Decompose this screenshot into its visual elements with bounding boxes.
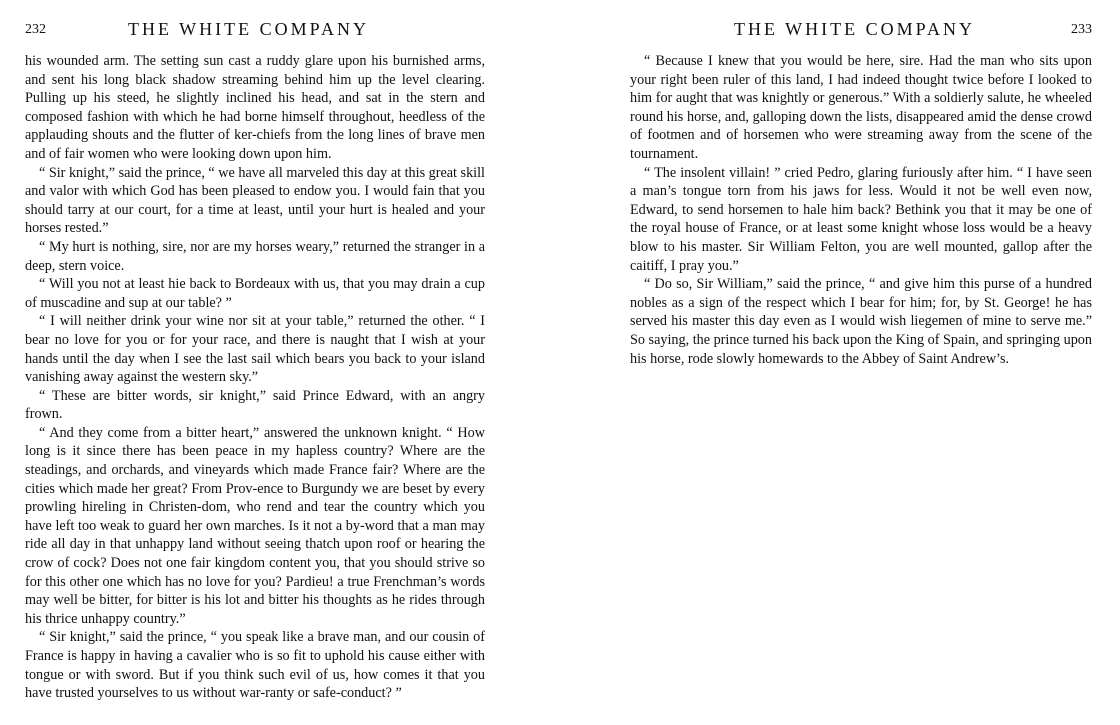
paragraph: “ These are bitter words, sir knight,” said Prince Edward, with an angry frown. — [25, 387, 485, 423]
paragraph: “ Will you not at least hie back to Bordeaux with us, that you may drain a cup of muscadine and sup at our table? ” — [25, 276, 485, 311]
paragraph: his wounded arm. The setting sun cast a ruddy glare upon his burnished arms, and sent his long black shadow streaming behind him up the level clearing. Pulling up his steed, he slightly inclined his head, and sat in the stern and composed fashion with which he had borne himself throughout, heedless of the applauding shouts and the flutter of ker-chiefs from the long lines of brave men and of fair women who were looking down upon him. — [25, 53, 485, 162]
paragraph: “ Do so, Sir William,” said the prince, “ and give him this purse of a hundred nobles as a sign of the respect which I bear for him; for, by St. George! he has served his master this day even as I would wish liegemen of mine to serve me.” So saying, the prince turned his back upon the King of Spain, and springing upon his horse, rode slowly homewards to the Abbey of Saint Andrew’s. — [630, 276, 1092, 367]
left-page-body — [25, 52, 485, 703]
left-page — [25, 0, 485, 702]
page-number: 232 — [25, 22, 46, 37]
left-page-header — [25, 0, 485, 40]
right-page-header — [630, 0, 1092, 40]
paragraph: “ Because I knew that you would be here, sire. Had the man who sits upon your right been ruler of this land, I had indeed thought twice before I looked to him for aught that was knightly or generous.” With a soldierly salute, he wheeled round his horse, and, galloping down the lists, disappeared amid the dense crowd of footmen and of horsemen who were streaming away from the scene of the tournament. — [630, 53, 1092, 162]
running-head: THE WHITE COMPANY — [128, 19, 370, 39]
paragraph: “ I will neither drink your wine nor sit at your table,” returned the other. “ I bear no love for you or for your race, and there is naught that I wish at your hands until the day when I see the last sail which bears you back to your island vanishing away against the western sky.” — [25, 313, 485, 386]
paragraph: “ My hurt is nothing, sire, nor are my horses weary,” returned the stranger in a deep, stern voice. — [25, 238, 485, 274]
paragraph: “ And they come from a bitter heart,” answered the unknown knight. “ How long is it since there has been peace in my hapless country? Where are the steadings, and orchards, and vineyards which made France fair? Where are the cities which made her great? From Prov-ence to Burgundy we are beset by every prowling hireling in Christen-dom, who rend and tear the country which you have left too weak to guard her own marches. Is it not a by-word that a man may ride all day in that unhappy land without seeing thatch upon roof or hearing the crow of cock? Does not one fair kingdom content you, that you should strive so for this other one which has no love for you? Pardieu! a true Frenchman’s words may well be bitter, for bitter is his lot and bitter his thoughts as he rides through his thrice unhappy country.” — [25, 424, 485, 627]
page-number: 233 — [1071, 22, 1092, 37]
right-page-body — [630, 52, 1092, 368]
running-head: THE WHITE COMPANY — [734, 19, 976, 39]
paragraph: “ The insolent villain! ” cried Pedro, glaring furiously after him. “ I have seen a man’s tongue torn from his jaws for less. Would it not be well even now, Edward, to send horsemen to hale him back? Bethink you that it may be one of the royal house of France, or at least some knight whose loss would be a heavy blow to his master. Sir William Felton, you are well mounted, gallop after the caitiff, I pray you.” — [630, 164, 1092, 274]
paragraph: “ Sir knight,” said the prince, “ we have all marveled this day at this great skill and valor with which God has been pleased to endow you. I would fain that you should tarry at our court, for a time at least, until your hurt is healed and your horses rested.” — [25, 164, 485, 237]
right-page — [630, 0, 1092, 367]
paragraph: “ Sir knight,” said the prince, “ you speak like a brave man, and our cousin of France is happy in having a cavalier who is so fit to uphold his cause either with tongue or with sword. But if you think such evil of us, how comes it that you have trusted yourselves to us without war-ranty or safe-conduct? ” — [25, 629, 485, 702]
